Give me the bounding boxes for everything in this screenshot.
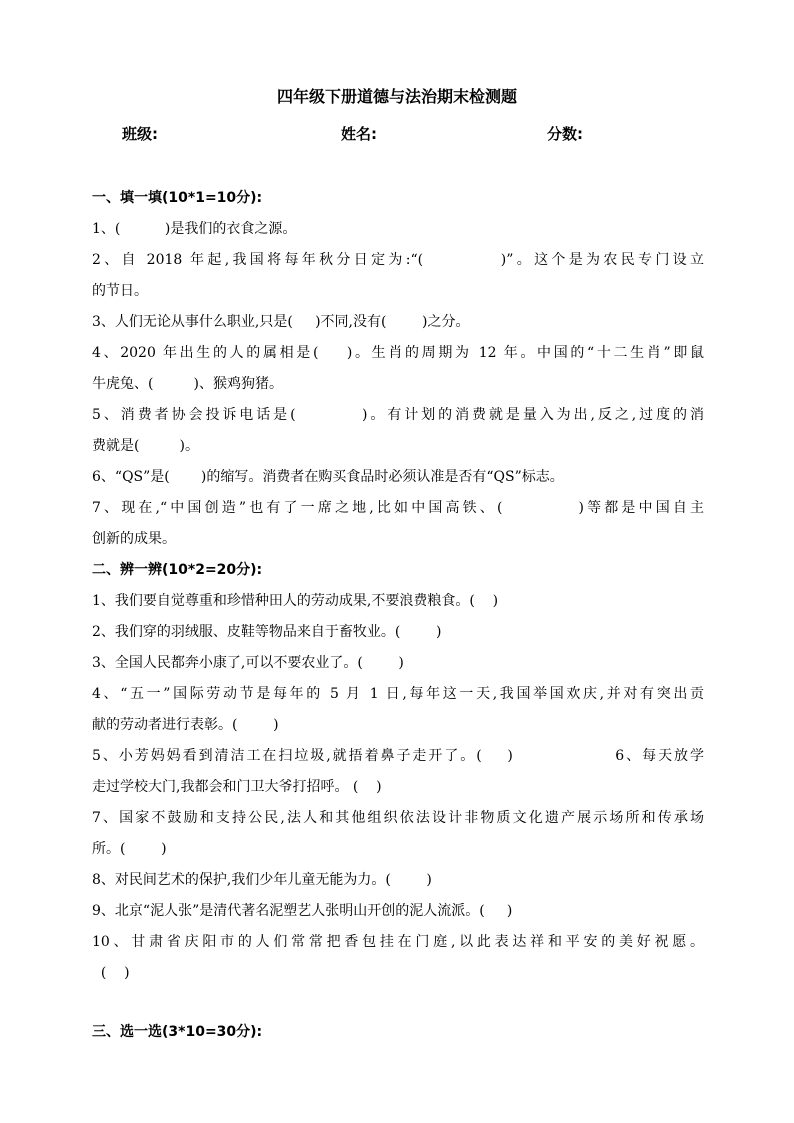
question-line: 创新的成果。 (92, 531, 176, 547)
question-line: 的节日。 (92, 283, 148, 299)
question-line: 2、我们穿的羽绒服、皮鞋等物品来自于畜牧业。( ) (92, 624, 442, 640)
question-line: 3、全国人民都奔小康了,可以不要农业了。( ) (92, 655, 404, 671)
section-heading-true-false: 二、辨一辨(10*2=20分): (92, 562, 263, 578)
question-line: 2、自 2018 年起,我国将每年秋分日定为:“( )”。这个是为农民专门设立 (92, 252, 704, 268)
question-line: 献的劳动者进行表彰。( ) (92, 717, 279, 733)
question-line: 6、“QS”是( )的缩写。消费者在购买食品时必须认准是否有“QS”标志。 (92, 469, 564, 485)
name-label: 姓名: (341, 125, 377, 143)
question-line: 3、人们无论从事什么职业,只是( )不同,没有( )之分。 (92, 314, 470, 330)
question-line: 7、现在,“中国创造”也有了一席之地,比如中国高铁、( )等都是中国自主 (92, 500, 704, 516)
question-line: 10、甘肃省庆阳市的人们常常把香包挂在门庭,以此表达祥和平安的美好祝愿。 (92, 934, 704, 950)
question-line: ( ) (92, 965, 130, 981)
section-heading-fill-in: 一、填一填(10*1=10分): (92, 190, 263, 206)
question-line: 1、我们要自觉尊重和珍惜种田人的劳动成果,不要浪费粮食。( ) (92, 593, 499, 609)
section-heading-multiple-choice: 三、选一选(3*10=30分): (92, 1024, 263, 1040)
question-line: 9、北京“泥人张”是清代著名泥塑艺人张明山开创的泥人流派。( ) (92, 903, 513, 919)
section-spacer (92, 989, 704, 1017)
question-line: 4、“五一”国际劳动节是每年的 5 月 1 日,每年这一天,我国举国欢庆,并对有突出贡 (92, 686, 704, 702)
class-label: 班级: (122, 125, 158, 143)
page-title: 四年级下册道德与法治期末检测题 (276, 87, 517, 106)
score-label: 分数: (547, 125, 583, 143)
question-line: 5、消费者协会投诉电话是( )。有计划的消费就是量入为出,反之,过度的消 (92, 407, 704, 423)
question-line: 牛虎兔、( )、猴鸡狗猪。 (92, 376, 283, 392)
question-line: 4、2020 年出生的人的属相是( )。生肖的周期为 12 年。中国的“十二生肖”即鼠 (92, 345, 704, 361)
question-line: 8、对民间艺术的保护,我们少年儿童无能为力。( ) (92, 872, 432, 888)
question-line: 走过学校大门,我都会和门卫大爷打招呼。 ( ) (92, 779, 382, 795)
question-line: 5、小芳妈妈看到清洁工在扫垃圾,就捂着鼻子走开了。( ) 6、每天放学 (92, 748, 704, 764)
question-line: 7、国家不鼓励和支持公民,法人和其他组织依法设计非物质文化遗产展示场所和传承场 (92, 810, 704, 826)
question-line: 所。( ) (92, 841, 167, 857)
question-line: 1、( )是我们的衣食之源。 (92, 221, 297, 237)
question-line: 费就是( )。 (92, 438, 199, 454)
exam-content (92, 183, 704, 1048)
